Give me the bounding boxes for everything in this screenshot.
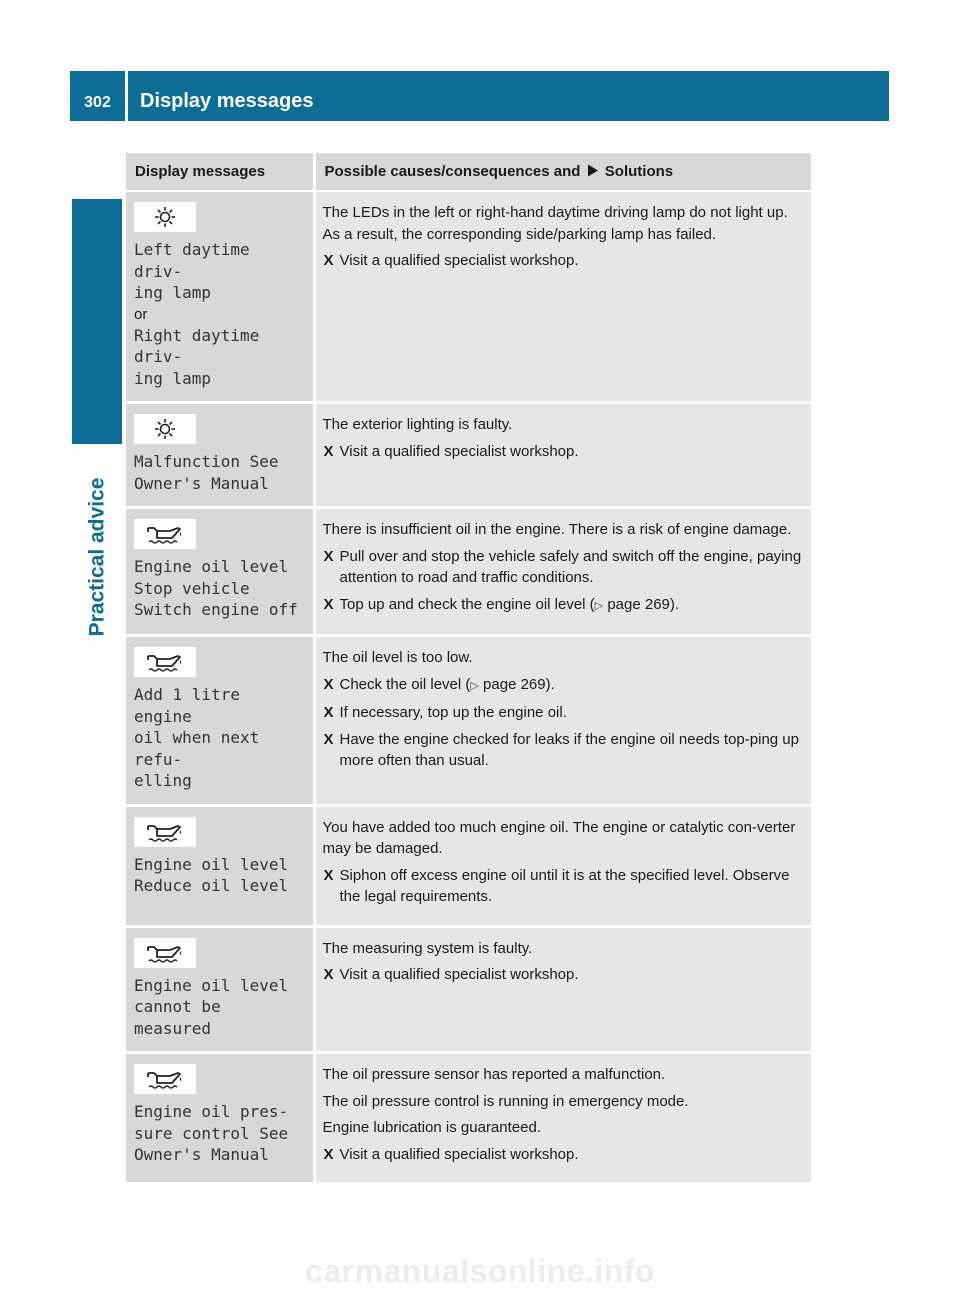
solution-step: X Top up and check the engine oil level (▷ page 269). bbox=[323, 594, 806, 618]
page-ref-arrow-icon: ▷ bbox=[470, 679, 479, 692]
solution-step: X Have the engine checked for leaks if the engine oil needs top-ping up more often than usual. bbox=[323, 730, 799, 769]
page-ref-arrow-icon: ▷ bbox=[594, 599, 604, 612]
page-header bbox=[70, 71, 889, 121]
solutions-cell bbox=[314, 636, 811, 806]
watermark: carmanualsonline.info bbox=[304, 1253, 656, 1289]
page-number: 302 bbox=[70, 71, 125, 121]
table-row bbox=[126, 191, 811, 403]
solution-step: X Visit a qualified specialist workshop. bbox=[323, 441, 806, 463]
display-messages-table bbox=[126, 153, 811, 1185]
table-row bbox=[126, 403, 811, 508]
side-tab bbox=[72, 199, 122, 444]
display-message-cell bbox=[126, 805, 314, 926]
solutions-cell bbox=[314, 403, 811, 508]
icon-box bbox=[134, 414, 196, 444]
icon-box bbox=[134, 938, 196, 968]
cause-text: Engine lubrication is guaranteed. bbox=[322, 1119, 541, 1136]
triangle-arrow-icon bbox=[587, 164, 599, 177]
or-text: or bbox=[134, 305, 148, 323]
table-row bbox=[126, 508, 811, 636]
table-row bbox=[126, 1053, 811, 1184]
solution-step: X Visit a qualified specialist workshop. bbox=[323, 964, 806, 986]
solutions-cell bbox=[314, 191, 811, 403]
table-row bbox=[126, 926, 811, 1053]
solutions-cell bbox=[314, 805, 811, 926]
cause-text: The oil level is too low. bbox=[322, 649, 473, 666]
step-marker-icon: X bbox=[323, 866, 334, 884]
display-message-text: Add 1 litre engine oil when next refu‐ elling bbox=[134, 685, 260, 790]
solution-step: X Pull over and stop the vehicle safely and switch off the engine, paying attention to road and traffic conditions. bbox=[323, 547, 802, 586]
solutions-cell bbox=[314, 926, 811, 1053]
side-tab-label-wrap bbox=[72, 452, 122, 662]
icon-box bbox=[134, 519, 196, 549]
section-title: Display messages bbox=[128, 71, 889, 121]
display-message-text: Engine oil pres‐ sure control See Owner's Manual bbox=[134, 1102, 289, 1164]
solutions-cell bbox=[314, 1053, 811, 1184]
daytime-lamp-icon bbox=[150, 206, 180, 228]
oil-can-icon bbox=[145, 1068, 185, 1090]
table-header-row bbox=[126, 153, 811, 191]
step-marker-icon: X bbox=[323, 547, 334, 565]
cause-text: The oil pressure sensor has reported a malfunction. bbox=[322, 1066, 666, 1083]
display-message-text: Left daytime driv‐ ing lamp bbox=[134, 240, 250, 302]
page-reference-link[interactable]: page 269 bbox=[483, 675, 546, 693]
solution-step: X Visit a qualified specialist workshop. bbox=[323, 1144, 806, 1166]
icon-box bbox=[134, 202, 196, 232]
cause-text: The exterior lighting is faulty. bbox=[322, 416, 513, 433]
cause-text: There is insufficient oil in the engine. There is a risk of engine damage. bbox=[322, 521, 792, 538]
oil-can-icon bbox=[145, 942, 185, 964]
daytime-lamp-icon bbox=[150, 418, 180, 440]
step-marker-icon: X bbox=[323, 442, 334, 460]
solution-step: X Siphon off excess engine oil until it is at the specified level. Observe the legal requirements. bbox=[323, 866, 790, 905]
display-message-cell bbox=[126, 926, 314, 1053]
display-message-text: Engine oil level Stop vehicle Switch engine off bbox=[134, 557, 298, 619]
cause-text: The measuring system is faulty. bbox=[322, 939, 533, 957]
oil-can-icon bbox=[145, 523, 185, 545]
col-header-solutions: Possible causes/consequences and Solutions bbox=[314, 153, 811, 191]
icon-box bbox=[134, 647, 196, 677]
step-marker-icon: X bbox=[323, 595, 334, 613]
cause-text: The LEDs in the left or right-hand daytime driving lamp do not light up. As a result, the corresponding side/parking lamp has failed. bbox=[322, 204, 788, 243]
oil-can-icon bbox=[145, 651, 185, 673]
solution-step: X If necessary, top up the engine oil. bbox=[323, 702, 806, 724]
oil-can-icon bbox=[145, 821, 185, 843]
step-marker-icon: X bbox=[323, 252, 334, 269]
side-tab-label: Practical advice bbox=[85, 477, 108, 637]
page-reference-link[interactable]: page 269 bbox=[607, 595, 670, 613]
display-message-cell bbox=[126, 636, 314, 806]
col-header-display-messages: Display messages bbox=[126, 153, 314, 191]
table-row bbox=[126, 636, 811, 806]
solutions-cell bbox=[314, 508, 811, 636]
cause-text: The oil pressure control is running in emergency mode. bbox=[322, 1092, 689, 1110]
icon-box bbox=[134, 1064, 196, 1094]
step-marker-icon: X bbox=[323, 966, 334, 983]
solution-step: X Check the oil level (▷ page 269). bbox=[323, 674, 806, 698]
display-message-text: Engine oil level Reduce oil level bbox=[134, 854, 289, 895]
display-message-text: Right daytime driv‐ ing lamp bbox=[134, 325, 260, 388]
display-message-cell bbox=[126, 508, 314, 636]
step-marker-icon: X bbox=[323, 704, 334, 721]
solution-step: X Visit a qualified specialist workshop. bbox=[323, 250, 806, 272]
step-marker-icon: X bbox=[323, 730, 334, 748]
step-marker-icon: X bbox=[323, 1145, 334, 1163]
step-marker-icon: X bbox=[323, 675, 334, 693]
display-message-cell bbox=[126, 1053, 314, 1184]
display-message-text: Malfunction See Owner's Manual bbox=[134, 452, 279, 493]
icon-box bbox=[134, 817, 196, 847]
display-message-cell bbox=[126, 403, 314, 508]
display-message-cell bbox=[126, 191, 314, 403]
display-message-text: Engine oil level cannot be measured bbox=[134, 975, 289, 1038]
cause-text: You have added too much engine oil. The engine or catalytic con-verter may be damaged. bbox=[322, 818, 796, 857]
table-row bbox=[126, 805, 811, 926]
